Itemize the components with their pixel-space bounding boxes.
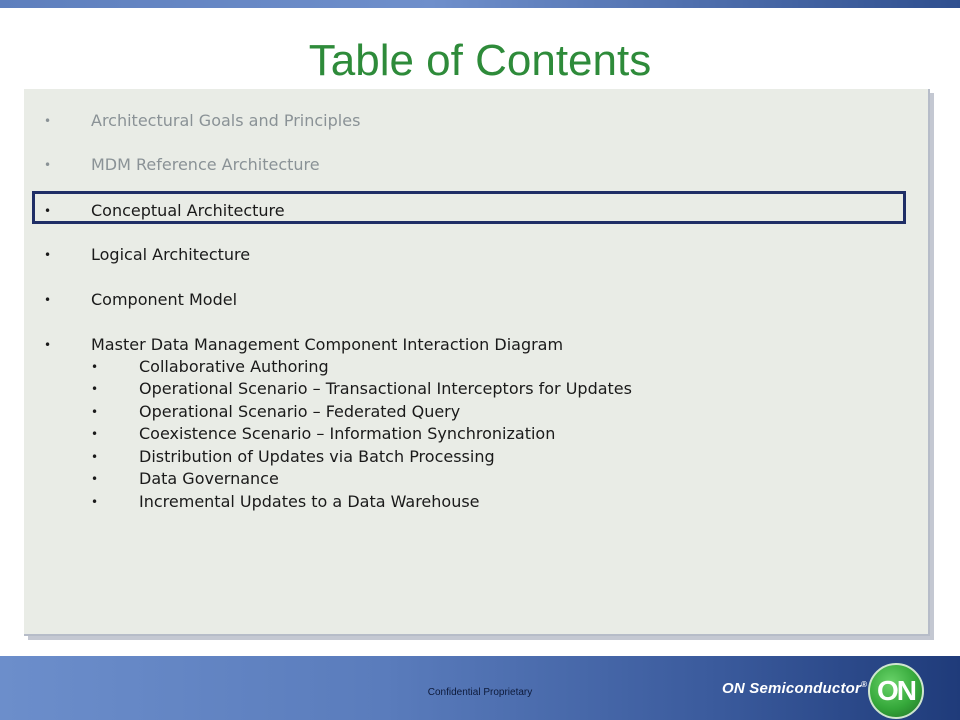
bullet-icon: •	[91, 450, 99, 464]
bullet-icon: •	[91, 360, 99, 374]
brand-text: ON Semiconductor	[722, 680, 862, 697]
toc-subitem-label: Collaborative Authoring	[139, 357, 329, 376]
toc-item-label: Master Data Management Component Interaction Diagram	[91, 335, 564, 354]
bullet-icon: •	[91, 495, 99, 509]
bullet-icon: •	[44, 248, 52, 262]
toc-subitem-label: Distribution of Updates via Batch Processing	[139, 447, 495, 466]
toc-item-label: MDM Reference Architecture	[91, 155, 320, 174]
toc-item-label: Logical Architecture	[91, 245, 251, 264]
bullet-icon: •	[91, 427, 99, 441]
top-accent-bar	[0, 0, 960, 8]
confidential-label: Confidential Proprietary	[427, 687, 533, 698]
toc-item-label: Conceptual Architecture	[91, 201, 285, 220]
toc-subitem-label: Incremental Updates to a Data Warehouse	[139, 492, 480, 511]
toc-subitem-label: Coexistence Scenario – Information Synchronization	[139, 424, 556, 443]
toc-item-label: Component Model	[91, 290, 238, 309]
bullet-icon: •	[44, 114, 52, 128]
registered-mark: ®	[861, 680, 868, 689]
brand-name	[722, 680, 867, 697]
toc-subitem-label: Operational Scenario – Federated Query	[139, 402, 461, 421]
toc-item-label: Architectural Goals and Principles	[91, 111, 361, 130]
bullet-icon: •	[44, 338, 52, 352]
bullet-icon: •	[44, 204, 52, 218]
bullet-icon: •	[91, 405, 99, 419]
page-title: Table of Contents	[308, 36, 652, 85]
toc-subitem-label: Operational Scenario – Transactional Interceptors for Updates	[139, 379, 632, 398]
on-logo-icon: ON	[868, 663, 924, 719]
bullet-icon: •	[91, 382, 99, 396]
bullet-icon: •	[44, 293, 52, 307]
bullet-icon: •	[44, 158, 52, 172]
bullet-icon: •	[91, 472, 99, 486]
toc-subitem-label: Data Governance	[139, 469, 279, 488]
